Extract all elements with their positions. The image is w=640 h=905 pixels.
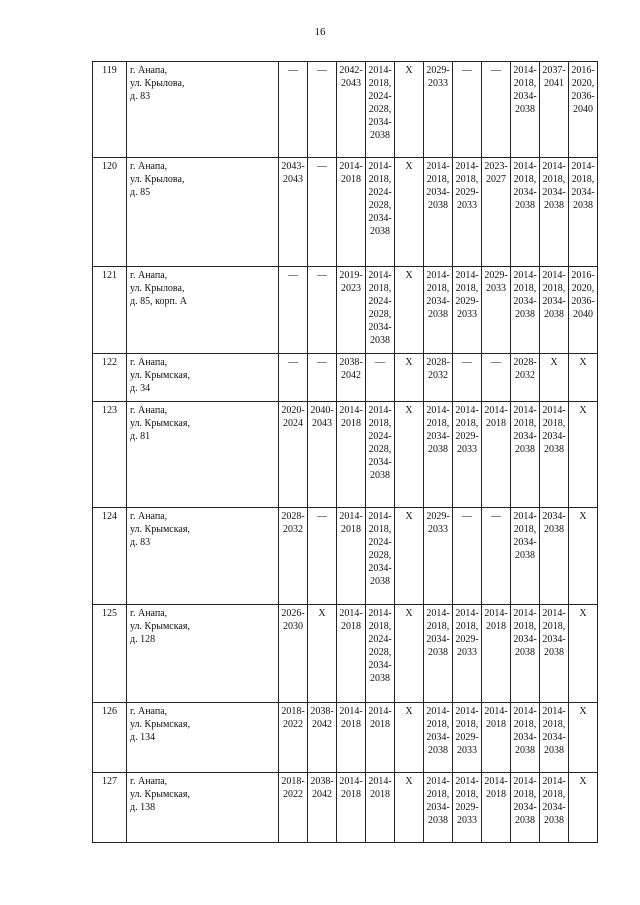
address-text: г. Анапа, ул. Крымская, д. 83 (130, 511, 190, 548)
schedule-value: 2014- 2018, 2029- 2033 (455, 161, 479, 211)
schedule-cell (395, 62, 424, 158)
schedule-value: — (375, 357, 385, 368)
schedule-cell (366, 703, 395, 773)
address-cell (127, 605, 279, 703)
schedule-cell (482, 354, 511, 402)
schedule-cell (395, 158, 424, 267)
schedule-cell (540, 354, 569, 402)
schedule-value: 2023- 2027 (484, 161, 508, 185)
schedule-cell (279, 605, 308, 703)
schedule-cell (511, 158, 540, 267)
schedule-value: 2014- 2018, 2034- 2038 (426, 161, 450, 211)
schedule-value: X (405, 776, 413, 787)
schedule-value: 2014- 2018, 2034- 2038 (426, 405, 450, 455)
schedule-cell (366, 62, 395, 158)
schedule-cell (511, 508, 540, 605)
address-text: г. Анапа, ул. Крымская, д. 134 (130, 706, 190, 743)
schedule-cell (366, 354, 395, 402)
schedule-value: 2019- 2023 (339, 270, 363, 294)
schedule-cell (424, 508, 453, 605)
schedule-value: 2014- 2018 (339, 776, 363, 800)
schedule-cell (366, 267, 395, 354)
schedule-value: 2014- 2018, 2034- 2038 (426, 706, 450, 756)
schedule-value: 2014- 2018, 2034- 2038 (426, 270, 450, 320)
schedule-value: 2020- 2024 (281, 405, 305, 429)
schedule-cell (337, 773, 366, 843)
schedule-cell (337, 62, 366, 158)
address-cell (127, 158, 279, 267)
table-row (93, 508, 598, 605)
schedule-value: 2014- 2018 (339, 608, 363, 632)
row-number-cell (93, 773, 127, 843)
row-number-cell (93, 267, 127, 354)
schedule-value: 2014- 2018, 2034- 2038 (542, 161, 566, 211)
schedule-value: 2028- 2032 (281, 511, 305, 535)
schedule-value: 2028- 2032 (513, 357, 537, 381)
schedule-cell (540, 773, 569, 843)
table-row (93, 158, 598, 267)
schedule-value: 2014- 2018 (368, 776, 392, 800)
row-number: 126 (102, 706, 117, 717)
schedule-cell (337, 402, 366, 508)
address-cell (127, 354, 279, 402)
schedule-cell (424, 605, 453, 703)
schedule-cell (482, 508, 511, 605)
schedule-value: 2014- 2018, 2034- 2038 (513, 608, 537, 658)
schedule-cell (424, 354, 453, 402)
schedule-cell (453, 354, 482, 402)
schedule-value: 2037- 2041 (542, 65, 566, 89)
schedule-cell (337, 508, 366, 605)
address-cell (127, 703, 279, 773)
schedule-cell (279, 402, 308, 508)
schedule-value: 2029- 2033 (426, 65, 450, 89)
schedule-value: 2014- 2018, 2024- 2028, 2034- 2038 (368, 405, 392, 481)
schedule-cell (337, 605, 366, 703)
schedule-cell (337, 703, 366, 773)
schedule-value: — (491, 511, 501, 522)
schedule-cell (279, 703, 308, 773)
schedule-cell (366, 402, 395, 508)
schedule-cell (482, 62, 511, 158)
schedule-cell (453, 703, 482, 773)
row-number: 120 (102, 161, 117, 172)
row-number-cell (93, 605, 127, 703)
address-cell (127, 267, 279, 354)
table-row (93, 267, 598, 354)
schedule-value: 2014- 2018, 2034- 2038 (571, 161, 595, 211)
schedule-cell (366, 508, 395, 605)
schedule-cell (279, 62, 308, 158)
schedule-cell (482, 605, 511, 703)
schedule-value: 2016- 2020, 2036- 2040 (571, 65, 595, 115)
schedule-cell (540, 158, 569, 267)
schedule-cell (395, 605, 424, 703)
schedule-value: 2014- 2018, 2024- 2028, 2034- 2038 (368, 608, 392, 684)
schedule-value: — (317, 511, 327, 522)
schedule-cell (453, 773, 482, 843)
schedule-cell (279, 267, 308, 354)
schedule-value: X (579, 706, 587, 717)
schedule-cell (453, 62, 482, 158)
schedule-value: 2040- 2043 (310, 405, 334, 429)
schedule-value: — (317, 65, 327, 76)
schedule-cell (540, 62, 569, 158)
schedule-value: 2014- 2018, 2029- 2033 (455, 405, 479, 455)
schedule-cell (540, 402, 569, 508)
address-text: г. Анапа, ул. Крымская, д. 138 (130, 776, 190, 813)
schedule-value: — (491, 65, 501, 76)
schedule-cell (395, 508, 424, 605)
row-number-cell (93, 703, 127, 773)
schedule-cell (453, 402, 482, 508)
schedule-cell (540, 508, 569, 605)
schedule-value: X (405, 706, 413, 717)
schedule-value: X (405, 65, 413, 76)
schedule-cell (424, 773, 453, 843)
schedule-cell (511, 354, 540, 402)
schedule-value: 2014- 2018 (339, 161, 363, 185)
schedule-value: 2018- 2022 (281, 776, 305, 800)
schedule-cell (337, 354, 366, 402)
schedule-cell (424, 402, 453, 508)
schedule-cell (395, 402, 424, 508)
schedule-value: 2018- 2022 (281, 706, 305, 730)
table-row (93, 354, 598, 402)
schedule-cell (511, 773, 540, 843)
schedule-cell (482, 703, 511, 773)
schedule-cell (395, 703, 424, 773)
schedule-cell (308, 354, 337, 402)
schedule-cell (308, 402, 337, 508)
schedule-value: 2042- 2043 (339, 65, 363, 89)
schedule-cell (453, 605, 482, 703)
schedule-cell (337, 158, 366, 267)
schedule-value: 2014- 2018, 2024- 2028, 2034- 2038 (368, 270, 392, 346)
schedule-cell (308, 703, 337, 773)
schedule-value: 2029- 2033 (484, 270, 508, 294)
schedule-cell (279, 508, 308, 605)
row-number-cell (93, 508, 127, 605)
row-number: 121 (102, 270, 117, 281)
schedule-value: 2014- 2018 (339, 706, 363, 730)
address-text: г. Анапа, ул. Крылова, д. 85 (130, 161, 185, 198)
schedule-cell (453, 267, 482, 354)
schedule-value: — (288, 270, 298, 281)
schedule-value: — (491, 357, 501, 368)
schedule-value: 2028- 2032 (426, 357, 450, 381)
repair-schedule-table (92, 61, 598, 843)
schedule-cell (308, 773, 337, 843)
schedule-value: X (579, 608, 587, 619)
schedule-value: X (405, 270, 413, 281)
schedule-value: X (405, 357, 413, 368)
schedule-cell (482, 402, 511, 508)
row-number-cell (93, 354, 127, 402)
row-number: 122 (102, 357, 117, 368)
schedule-value: — (462, 65, 472, 76)
row-number: 119 (102, 65, 117, 76)
address-text: г. Анапа, ул. Крылова, д. 85, корп. А (130, 270, 188, 307)
schedule-cell (424, 62, 453, 158)
schedule-value: 2014- 2018, 2034- 2038 (426, 608, 450, 658)
schedule-value: 2016- 2020, 2036- 2040 (571, 270, 595, 320)
schedule-cell (279, 158, 308, 267)
schedule-value: 2014- 2018 (484, 608, 508, 632)
schedule-cell (308, 158, 337, 267)
schedule-value: 2038- 2042 (310, 776, 334, 800)
address-text: г. Анапа, ул. Крылова, д. 83 (130, 65, 185, 102)
schedule-cell (308, 267, 337, 354)
schedule-value: X (579, 357, 587, 368)
schedule-value: X (579, 776, 587, 787)
schedule-value: 2014- 2018, 2034- 2038 (513, 65, 537, 115)
schedule-value: X (405, 161, 413, 172)
table-row (93, 62, 598, 158)
schedule-value: 2014- 2018, 2029- 2033 (455, 776, 479, 826)
row-number-cell (93, 62, 127, 158)
schedule-value: 2014- 2018, 2034- 2038 (542, 706, 566, 756)
schedule-value: — (288, 357, 298, 368)
schedule-cell (366, 605, 395, 703)
schedule-cell (337, 267, 366, 354)
schedule-value: 2014- 2018, 2034- 2038 (542, 405, 566, 455)
schedule-value: 2038- 2042 (310, 706, 334, 730)
schedule-cell (395, 267, 424, 354)
schedule-cell (453, 158, 482, 267)
schedule-value: X (405, 405, 413, 416)
address-cell (127, 62, 279, 158)
schedule-cell (569, 267, 598, 354)
table-row (93, 605, 598, 703)
schedule-cell (569, 773, 598, 843)
address-text: г. Анапа, ул. Крымская, д. 81 (130, 405, 190, 442)
schedule-value: 2014- 2018, 2034- 2038 (513, 511, 537, 561)
schedule-value: 2029- 2033 (426, 511, 450, 535)
address-cell (127, 402, 279, 508)
row-number: 125 (102, 608, 117, 619)
schedule-cell (366, 158, 395, 267)
schedule-cell (424, 703, 453, 773)
row-number: 127 (102, 776, 117, 787)
schedule-cell (308, 508, 337, 605)
row-number: 124 (102, 511, 117, 522)
schedule-value: 2014- 2018 (339, 511, 363, 535)
schedule-value: — (317, 357, 327, 368)
schedule-cell (540, 267, 569, 354)
row-number-cell (93, 158, 127, 267)
schedule-value: — (317, 270, 327, 281)
schedule-value: 2014- 2018 (484, 776, 508, 800)
schedule-value: 2014- 2018, 2034- 2038 (513, 776, 537, 826)
schedule-value: — (462, 357, 472, 368)
schedule-cell (366, 773, 395, 843)
schedule-cell (308, 605, 337, 703)
schedule-value: X (550, 357, 558, 368)
schedule-value: 2014- 2018, 2034- 2038 (513, 405, 537, 455)
schedule-value: 2014- 2018, 2034- 2038 (542, 776, 566, 826)
schedule-value: 2014- 2018, 2029- 2033 (455, 270, 479, 320)
schedule-value: — (317, 161, 327, 172)
schedule-value: 2034- 2038 (542, 511, 566, 535)
schedule-cell (511, 402, 540, 508)
schedule-value: 2014- 2018, 2034- 2038 (513, 706, 537, 756)
schedule-cell (453, 508, 482, 605)
schedule-value: 2014- 2018, 2029- 2033 (455, 706, 479, 756)
schedule-cell (482, 158, 511, 267)
schedule-cell (569, 62, 598, 158)
table-row (93, 402, 598, 508)
schedule-value: 2014- 2018 (368, 706, 392, 730)
schedule-cell (424, 267, 453, 354)
schedule-cell (540, 605, 569, 703)
schedule-cell (569, 158, 598, 267)
schedule-cell (279, 354, 308, 402)
schedule-value: 2014- 2018, 2034- 2038 (426, 776, 450, 826)
schedule-cell (569, 354, 598, 402)
row-number-cell (93, 402, 127, 508)
schedule-value: 2014- 2018, 2034- 2038 (513, 161, 537, 211)
schedule-cell (395, 773, 424, 843)
schedule-value: 2014- 2018 (484, 405, 508, 429)
table-row (93, 703, 598, 773)
schedule-value: X (405, 511, 413, 522)
address-text: г. Анапа, ул. Крымская, д. 34 (130, 357, 190, 394)
schedule-cell (569, 402, 598, 508)
schedule-value: 2014- 2018, 2024- 2028, 2034- 2038 (368, 161, 392, 237)
schedule-cell (569, 508, 598, 605)
schedule-cell (279, 773, 308, 843)
schedule-cell (511, 605, 540, 703)
schedule-value: X (579, 511, 587, 522)
schedule-value: X (579, 405, 587, 416)
schedule-cell (482, 267, 511, 354)
schedule-value: 2014- 2018, 2024- 2028, 2034- 2038 (368, 65, 392, 141)
schedule-value: — (288, 65, 298, 76)
schedule-value: 2014- 2018, 2034- 2038 (513, 270, 537, 320)
schedule-cell (511, 62, 540, 158)
schedule-cell (511, 703, 540, 773)
schedule-value: 2014- 2018 (339, 405, 363, 429)
schedule-value: 2014- 2018 (484, 706, 508, 730)
schedule-value: 2014- 2018, 2034- 2038 (542, 608, 566, 658)
schedule-cell (569, 605, 598, 703)
schedule-cell (395, 354, 424, 402)
schedule-cell (482, 773, 511, 843)
address-text: г. Анапа, ул. Крымская, д. 128 (130, 608, 190, 645)
address-cell (127, 773, 279, 843)
schedule-value: — (462, 511, 472, 522)
row-number: 123 (102, 405, 117, 416)
schedule-value: 2014- 2018, 2034- 2038 (542, 270, 566, 320)
schedule-cell (569, 703, 598, 773)
schedule-cell (511, 267, 540, 354)
schedule-value: X (405, 608, 413, 619)
address-cell (127, 508, 279, 605)
schedule-value: 2014- 2018, 2029- 2033 (455, 608, 479, 658)
schedule-value: 2038- 2042 (339, 357, 363, 381)
schedule-value: 2014- 2018, 2024- 2028, 2034- 2038 (368, 511, 392, 587)
schedule-cell (424, 158, 453, 267)
schedule-cell (540, 703, 569, 773)
table-row (93, 773, 598, 843)
page-number: 16 (314, 26, 326, 38)
schedule-cell (308, 62, 337, 158)
schedule-value: 2043- 2043 (281, 161, 305, 185)
schedule-value: X (318, 608, 326, 619)
schedule-value: 2026- 2030 (281, 608, 305, 632)
